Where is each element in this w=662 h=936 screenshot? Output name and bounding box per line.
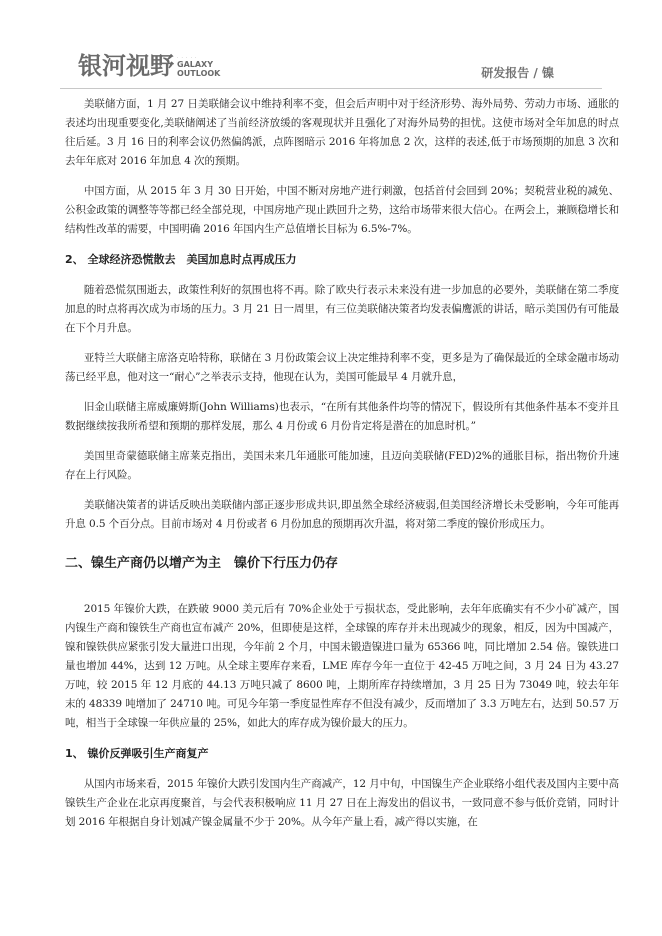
page-header xyxy=(0,0,662,92)
paragraph-china-policy: 中国方面，从 2015 年 3 月 30 日开始，中国不断对房地产进行刺激，包括首付会回到 20%；契税营业税的减免、公积金政策的调整等等都已经全部兑现，中国房地产现止跌回升之势，这给市场带来很大信心。在两会上，兼顾稳增长和结构性改革的需要，中国明确 2016 年国内生产总值增长目标为 6.5%-7%。 xyxy=(65,185,619,235)
logo-chinese-text: 银河视野 xyxy=(78,52,174,80)
report-body xyxy=(65,95,619,843)
paragraph-williams: 旧金山联储主席威廉姆斯(John Williams)也表示，“在所有其他条件均等的情况下，假设所有其他条件基本不变并且数据继续按我所希望和预期的那样发展，那么 4 月份或 6 月份肯定将是潜在的加息时机。” xyxy=(65,401,619,432)
paragraph-fed-consensus: 美联储决策者的讲话反映出美联储内部正逐步形成共识,即虽然全球经济疲弱,但美国经济增长未受影响，今年可能再升息 0.5 个百分点。目前市场对 4 月份或者 6 月份加息的预期再次升温，将对第二季度的镍价形成压力。 xyxy=(65,499,619,530)
report-category: 研发报告 / 镍 xyxy=(481,66,554,80)
header-divider xyxy=(60,88,602,89)
section-heading-global-panic: 2、 全球经济恐慌散去 美国加息时点再成压力 xyxy=(65,253,297,266)
paragraph-rate-hike-pressure: 随着恐慌氛围逝去，政策性利好的氛围也将不再。除了欧央行表示未来没有进一步加息的必要外，美联储在第二季度加息的时点将再次成为市场的压力。3 月 21 日一周里，有三位美联储决策者均发表偏鹰派的讲话，暗示美国仍有可能最在下个月升息。 xyxy=(65,284,619,334)
logo-english-line-2: OUTLOOK xyxy=(177,69,221,78)
galaxy-outlook-logo xyxy=(78,52,220,80)
paragraph-lacker: 美国里奇蒙德联储主席莱克指出，美国未来几年通胀可能加速，且迈向美联储(FED)2%的通胀目标，指出物价升速存在上行风险。 xyxy=(65,450,619,481)
paragraph-lockhart: 亚特兰大联储主席洛克哈特称，联储在 3 月份政策会议上决定维持利率不变，更多是为了确保最近的全球金融市场动荡已经平息，他对这一“耐心”之举表示支持，他现在认为，美国可能最早 4 月就升息， xyxy=(65,352,619,383)
logo-dots: · · · · · xyxy=(177,55,198,60)
paragraph-fed-policy: 美联储方面，1 月 27 日美联储会议中维持利率不变，但会后声明中对于经济形势、海外局势、劳动力市场、通胀的表述均出现重要变化,美联储阐述了当前经济放缓的客观现状并且强化了对海外局势的担忧。这使市场对全年加息的时点往后延。3 月 16 日的利率会议仍然偏鸽派，点阵图暗示 2016 年将加息 2 次，这样的表述,低于市场预期的加息 3 次和去年年底对 2016 年加息 4 次的预期。 xyxy=(65,98,619,167)
section-heading-producer-restart: 1、 镍价反弹吸引生产商复产 xyxy=(65,747,209,760)
paragraph-domestic-market: 从国内市场来看，2015 年镍价大跌引发国内生产商减产，12 月中旬，中国镍生产企业联络小组代表及国内主要中高镍铁生产企业在北京再度聚首，与会代表积极响应 11 月 27 日在上海发出的倡议书，一致同意不参与低价竞销，同时计划 2016 年根据自身计划减产镍金属量不少于 20%。从今年产量上看，减产得以实施，在 xyxy=(65,778,619,828)
chapter-heading-nickel-production: 二、镍生产商仍以增产为主 镍价下行压力仍存 xyxy=(65,556,339,571)
logo-english-line-1: GALAXY xyxy=(177,60,214,69)
paragraph-nickel-inventory: 2015 年镍价大跌，在跌破 9000 美元后有 70%企业处于亏损状态，受此影响，去年年底确实有不少小矿减产，国内镍生产商和镍铁生产商也宣布减产 20%，但即使是这样，全球镍的库存并未出现减少的现象，相反，因为中国减产，镍和镍铁供应紧张引发大量进口出现，今年前 2 个月，中国未锻造镍进口量为 65366 吨，同比增加 2.54 倍。镍铁进口量也增加 44%，达到 12 万吨。从全球主要库存来看，LME 库存今年一直位于 42-45 万吨之间，3 月 24 日为 43.27 万吨，较 2015 年 12 月底的 44.13 万吨只减了 8600 吨，上期所库存持续增加，3 月 25 日为 73049 吨，较去年年末的 48339 吨增加了 24710 吨。可见今年第一季度显性库存不但没有减少，反而增加了 3.3 万吨左右，达到 50.57 万吨，相当于全球镍一年供应量的 25%，如此大的库存成为镍价最大的压力。 xyxy=(65,603,619,729)
logo-english-block xyxy=(177,55,220,78)
